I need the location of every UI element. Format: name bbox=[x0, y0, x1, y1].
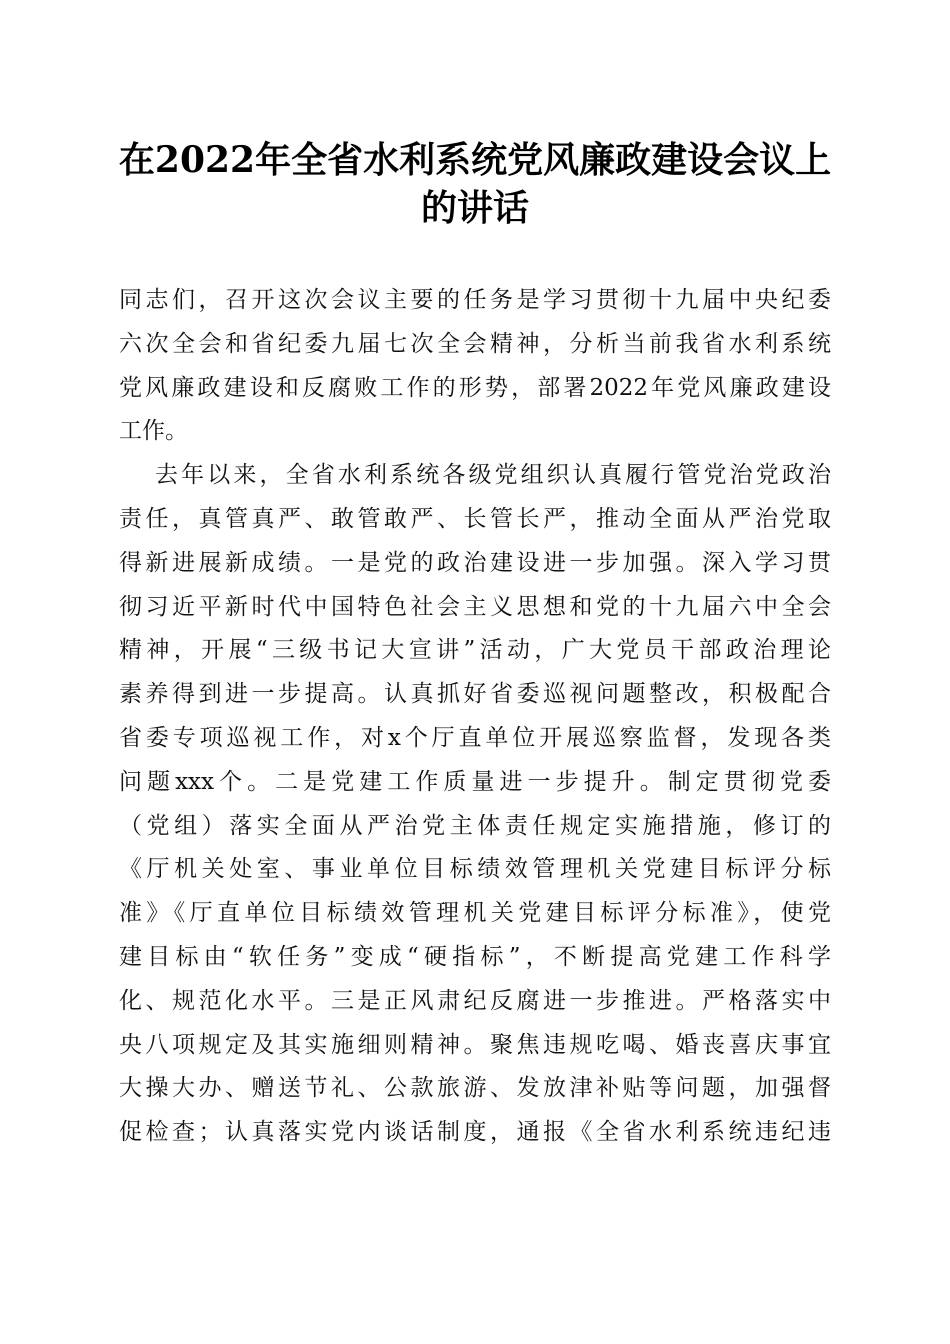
paragraph-line: 彻习近平新时代中国特色社会主义思想和党的十九届六中全会 bbox=[119, 593, 831, 620]
document-title bbox=[100, 136, 850, 232]
paragraph-2 bbox=[119, 454, 831, 1155]
document-body bbox=[119, 279, 831, 1155]
paragraph-line: 促检查；认真落实党内谈话制度，通报《全省水利系统违纪违 bbox=[119, 1119, 831, 1146]
paragraph-line: 准》《厅直单位目标绩效管理机关党建目标评分标准》，使党 bbox=[119, 900, 831, 927]
paragraph-line: 六次全会和省纪委九届七次全会精神，分析当前我省水利系统 bbox=[119, 330, 831, 357]
paragraph-line: 化、规范化水平。三是正风肃纪反腐进一步推进。严格落实中 bbox=[119, 987, 831, 1014]
paragraph-line: 建目标由“软任务”变成“硬指标”，不断提高党建工作科学 bbox=[119, 943, 831, 970]
paragraph-line: 问题xxx个。二是党建工作质量进一步提升。制定贯彻党委 bbox=[119, 768, 831, 795]
paragraph-line: 得新进展新成绩。一是党的政治建设进一步加强。深入学习贯 bbox=[119, 549, 831, 576]
paragraph-line: 党风廉政建设和反腐败工作的形势，部署2022年党风廉政建设 bbox=[119, 374, 831, 401]
paragraph-line: 《厅机关处室、事业单位目标绩效管理机关党建目标评分标 bbox=[119, 856, 831, 883]
paragraph-1 bbox=[119, 279, 831, 454]
paragraph-line: 省委专项巡视工作，对x个厅直单位开展巡察监督，发现各类 bbox=[119, 724, 831, 751]
title-line-1: 在2022年全省水利系统党风廉政建设会议上 bbox=[118, 139, 832, 181]
paragraph-line: 责任，真管真严、敢管敢严、长管长严，推动全面从严治党取 bbox=[119, 505, 831, 532]
title-line-2: 的讲话 bbox=[420, 187, 529, 229]
paragraph-line: 去年以来，全省水利系统各级党组织认真履行管党治党政治 bbox=[155, 462, 831, 489]
paragraph-line: 大操大办、赠送节礼、公款旅游、发放津补贴等问题，加强督 bbox=[119, 1075, 831, 1102]
paragraph-line: 央八项规定及其实施细则精神。聚焦违规吃喝、婚丧喜庆事宜 bbox=[119, 1031, 831, 1058]
paragraph-line: （党组）落实全面从严治党主体责任规定实施措施，修订的 bbox=[119, 812, 831, 839]
paragraph-line: 工作。 bbox=[119, 418, 188, 445]
paragraph-line: 精神，开展“三级书记大宣讲”活动，广大党员干部政治理论 bbox=[119, 637, 831, 664]
paragraph-line: 素养得到进一步提高。认真抓好省委巡视问题整改，积极配合 bbox=[119, 681, 831, 708]
paragraph-line: 同志们，召开这次会议主要的任务是学习贯彻十九届中央纪委 bbox=[119, 287, 831, 313]
